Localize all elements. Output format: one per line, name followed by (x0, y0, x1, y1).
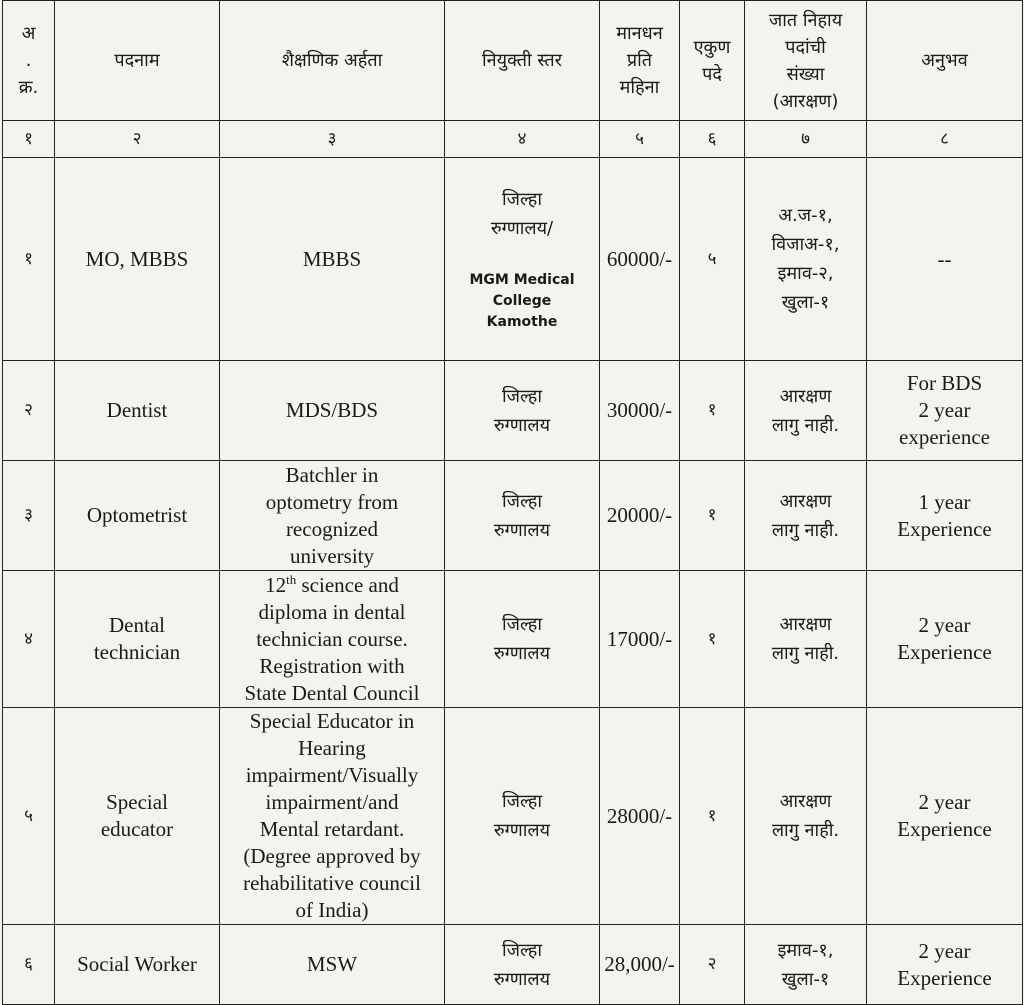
experience-cell: 2 year Experience (867, 708, 1023, 925)
column-number: ८ (867, 121, 1023, 158)
post-cell: Optometrist (55, 461, 220, 571)
posts-cell: १ (680, 571, 745, 708)
experience-cell: 1 year Experience (867, 461, 1023, 571)
qualification-cell (220, 571, 445, 708)
table-row (3, 361, 1023, 461)
salary-cell: 28,000/- (600, 925, 680, 1005)
post-cell: MO, MBBS (55, 158, 220, 361)
recruitment-table (2, 0, 1023, 1005)
column-number: २ (55, 121, 220, 158)
header-serial: अ . क्र. (3, 1, 55, 121)
table-row (3, 158, 1023, 361)
qualification-cell: MSW (220, 925, 445, 1005)
salary-cell: 17000/- (600, 571, 680, 708)
serial-cell: १ (3, 158, 55, 361)
salary-cell: 28000/- (600, 708, 680, 925)
column-number: ६ (680, 121, 745, 158)
post-cell: Dental technician (55, 571, 220, 708)
posts-cell: १ (680, 461, 745, 571)
salary-cell: 60000/- (600, 158, 680, 361)
qualification-prefix: 12 (265, 572, 287, 597)
reservation-cell: आरक्षण लागु नाही. (745, 571, 867, 708)
qualification-text: science and diploma in dental technician course. Registration with State Dental Council (244, 572, 420, 705)
placement-text: जिल्हा रुग्णालय/ (490, 189, 554, 239)
qualification-cell: Special Educator in Hearing impairment/Visually impairment/and Mental retardant. (Degree approved by rehabilitative council of India) (220, 708, 445, 925)
column-number: ७ (745, 121, 867, 158)
column-number: ४ (445, 121, 600, 158)
table-row (3, 925, 1023, 1005)
posts-cell: ५ (680, 158, 745, 361)
reservation-cell: आरक्षण लागु नाही. (745, 461, 867, 571)
placement-cell: जिल्हा रुग्णालय (445, 361, 600, 461)
experience-cell: 2 year Experience (867, 925, 1023, 1005)
column-number-row (3, 121, 1023, 158)
table-row (3, 708, 1023, 925)
placement-cell: जिल्हा रुग्णालय (445, 461, 600, 571)
serial-cell: ५ (3, 708, 55, 925)
header-total-posts: एकुण पदे (680, 1, 745, 121)
reservation-cell: इमाव-१, खुला-१ (745, 925, 867, 1005)
column-number: ५ (600, 121, 680, 158)
header-qualification: शैक्षणिक अर्हता (220, 1, 445, 121)
placement-cell: जिल्हा रुग्णालय (445, 925, 600, 1005)
header-row (3, 1, 1023, 121)
salary-cell: 20000/- (600, 461, 680, 571)
header-monthly-salary: मानधन प्रति महिना (600, 1, 680, 121)
reservation-cell: आरक्षण लागु नाही. (745, 361, 867, 461)
column-number: १ (3, 121, 55, 158)
serial-cell: ४ (3, 571, 55, 708)
experience-cell: 2 year Experience (867, 571, 1023, 708)
placement-cell: जिल्हा रुग्णालय (445, 708, 600, 925)
placement-cell (445, 158, 600, 361)
post-cell: Dentist (55, 361, 220, 461)
table-row (3, 461, 1023, 571)
header-experience: अनुभव (867, 1, 1023, 121)
reservation-cell: आरक्षण लागु नाही. (745, 708, 867, 925)
qualification-superscript: th (286, 571, 297, 587)
header-placement-level: नियुक्ती स्तर (445, 1, 600, 121)
experience-cell: -- (867, 158, 1023, 361)
posts-cell: २ (680, 925, 745, 1005)
column-number: ३ (220, 121, 445, 158)
salary-cell: 30000/- (600, 361, 680, 461)
qualification-cell: MBBS (220, 158, 445, 361)
serial-cell: ३ (3, 461, 55, 571)
post-cell: Social Worker (55, 925, 220, 1005)
placement-cell: जिल्हा रुग्णालय (445, 571, 600, 708)
qualification-cell: MDS/BDS (220, 361, 445, 461)
table-row (3, 571, 1023, 708)
experience-cell: For BDS 2 year experience (867, 361, 1023, 461)
posts-cell: १ (680, 708, 745, 925)
serial-cell: ६ (3, 925, 55, 1005)
post-cell: Special educator (55, 708, 220, 925)
placement-extra-text: MGM Medical College Kamothe (469, 272, 575, 330)
serial-cell: २ (3, 361, 55, 461)
header-post-name: पदनाम (55, 1, 220, 121)
reservation-cell: अ.ज-१, विजाअ-१, इमाव-२, खुला-१ (745, 158, 867, 361)
qualification-cell: Batchler in optometry from recognized university (220, 461, 445, 571)
posts-cell: १ (680, 361, 745, 461)
header-reservation: जात निहाय पदांची संख्या (आरक्षण) (745, 1, 867, 121)
